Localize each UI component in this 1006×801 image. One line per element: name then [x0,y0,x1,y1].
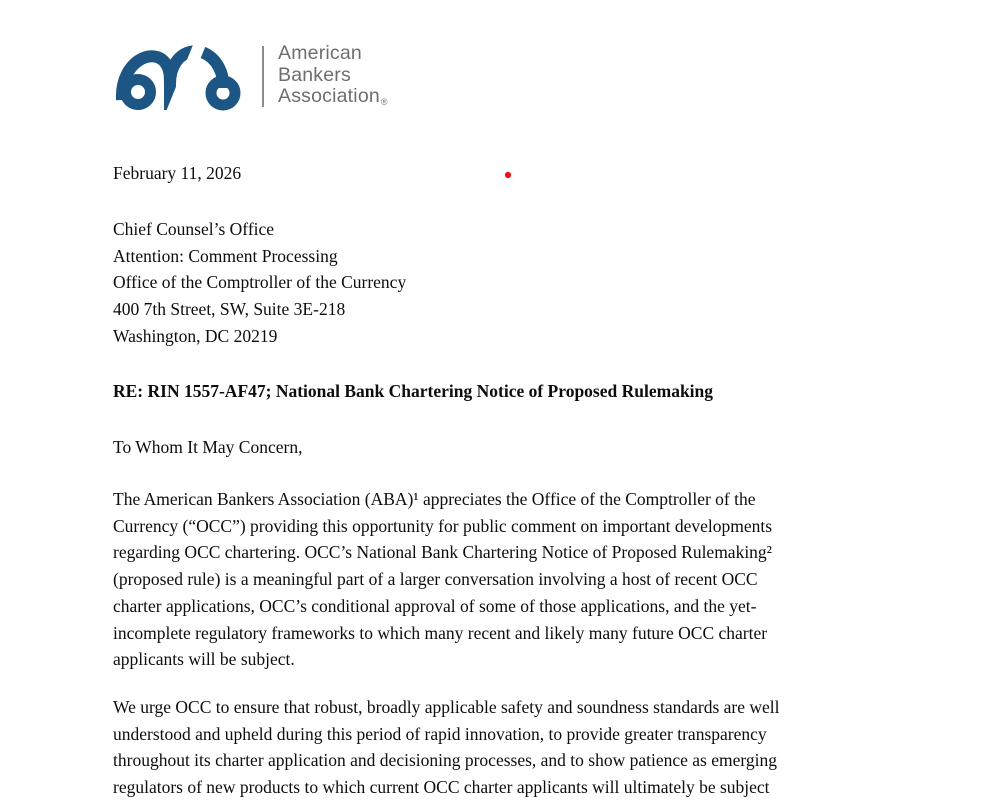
red-dot-annotation [504,171,512,179]
paragraph-line: The American Bankers Association (ABA)¹ appreciates the Office of the Comptroller of the [113,489,756,509]
logo-wordmark-text: Association [278,85,380,107]
recipient-address-line: Attention: Comment Processing [113,245,338,266]
logo-wordmark-line: American [278,42,362,64]
paragraph-line: Currency (“OCC”) providing this opportunity for public comment on important developments [113,515,773,536]
aba-logo-icon [113,44,250,110]
paragraph [113,694,780,801]
subject-line: RE: RIN 1557-AF47; National Bank Chartering Notice of Proposed Rulemaking [113,381,714,401]
logo-wordmark-line: Bankers [278,63,351,86]
paragraph-line: incomplete regulatory frameworks to which many recent and likely many future OCC charter [113,622,768,643]
paragraph [113,486,772,673]
paragraph-line: regarding OCC chartering. OCC’s National Bank Chartering Notice of Proposed Rulemaking² [113,542,772,563]
logo-wordmark [278,43,388,111]
aba-logo [113,43,388,111]
red-dot [505,172,511,178]
paragraph-line: regulators of new products to which current OCC charter applicants will ultimately be subject [113,777,770,798]
registered-trademark: ® [380,97,388,107]
recipient-address-line: Chief Counsel’s Office [113,219,275,239]
paragraph-line: throughout its charter application and decisioning processes, and to show patience as emerging [113,750,778,771]
paragraph-line: (proposed rule) is a meaningful part of a larger conversation involving a host of recent OCC [113,569,758,590]
paragraph-line: understood and upheld during this period of rapid innovation, to provide greater transparency [113,723,767,744]
logo-divider [262,46,264,107]
paragraph-line: applicants will be subject. [113,649,295,670]
recipient-address-line: Office of the Comptroller of the Currency [113,272,407,293]
recipient-address [113,216,406,350]
salutation: To Whom It May Concern, [113,437,303,457]
recipient-address-line: Washington, DC 20219 [113,325,278,346]
paragraph-line: charter applications, OCC’s conditional approval of some of those applications, and the yet- [113,595,757,616]
paragraph-line: We urge OCC to ensure that robust, broadly applicable safety and soundness standards are well [113,697,780,717]
logo-wordmark-line [278,86,388,111]
recipient-address-line: 400 7th Street, SW, Suite 3E-218 [113,299,346,320]
letter-date: February 11, 2026 [113,163,242,183]
